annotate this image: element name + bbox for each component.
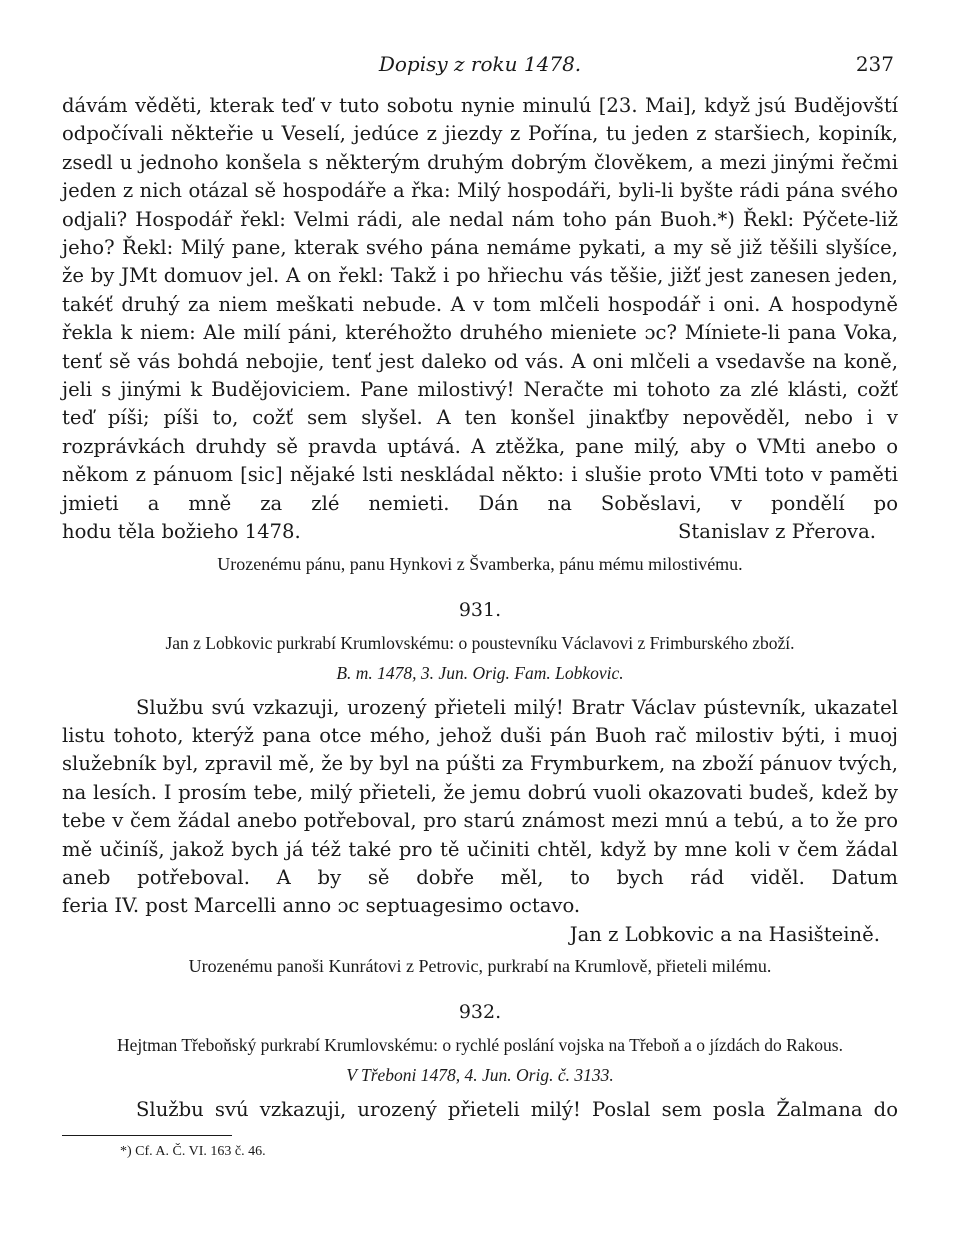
document-page	[62, 52, 898, 1160]
letter-931-source: B. m. 1478, 3. Jun. Orig. Fam. Lobkovic.	[336, 662, 624, 683]
letter-930-closing-line	[62, 518, 898, 546]
footnote-rule	[62, 1135, 232, 1136]
letter-931-body: Službu svú vzkazuji, urozený přieteli milý! Bratr Václav pústevník, ukazatel listu tohoto, kterýž pana otce mého, jehož duši pán Buoh rač milostiv býti, i muoj služebník byl, zpravil mě, že by byl na púšti za Frymburkem, na zboží pánuov tvých, na lesích. I prosím tebe, milý přieteli, že jemu dobrú vuoli okazovati budeš, kdež by tebe v čem žádal anebo potřeboval, pro starú známost mezi mnú a tebú, a to že pro mě učiníš, jakož bych já též také pro tě učiniti chtěl, když by mne koli v čem žádal aneb potřeboval. A by sě dobře měl, to bych rád viděl. Datum	[62, 695, 898, 889]
letter-931-date-line: feria IV. post Marcelli anno ɔc septuagesimo octavo.	[62, 894, 581, 918]
running-title: Dopisy z roku 1478.	[378, 52, 582, 76]
letter-930-date-line: hodu těla božieho 1478.	[62, 520, 301, 544]
running-header	[62, 52, 898, 92]
letter-930-body: dávám věděti, kterak teď v tuto sobotu nynie minulú [23. Mai], když jsú Budějovští odpočívali někteřie u Veselí, jedúce z jiezdy z Pořína, tu jeden z staršiech, kopiník, zsedl u jednoho konšela s některým druhým dobrým člověkem, a mezi jinými řečmi jeden z nich otázal sě hospodáře a řka: Milý hospodáři, byli-li byšte rádi pána svého odjali? Hospodář řekl: Velmi rádi, ale nedal nám toho pán Buoh.*) Řekl: Pýčete-liž jeho? Řekl: Milý pane, kterak svého pána nemáme pykati, a my sě již těšili slyšíce, že by JMt domuov jel. A on řekl: Takž i po hřiechu vás těšie, jižť jest zanesen jeden, takéť druhý za niem meškati nebude. A v tom mlčeli hospodář i oni. A hospodyně řekla k niem: Ale milí páni, kteréhožto druhého mieniete ɔc? Míniete-li pana Voka, tenť sě vás bohdá nebojie, tenť jest daleko od vás. A oni mlčeli a vsedavše na koně, jeli s jinými k Budějoviciem. Pane milostivý! Neračte mi tohoto za zlé klásti, cožť teď píši; píši to, cožť sem slyšel. A ten konšel jinakťby nepověděl, nebo i v rozprávkách druhdy sě pravda uptává. A ztěžka, pane milý, aby o VMti anebo o někom z pánuom [sic] nějaké lsti neskládal někto: i slušie proto VMti toto v paměti jmieti a mně za zlé nemieti. Dán na Soběslavi, v pondělí po	[62, 94, 898, 515]
letter-930-signature: Stanislav z Přerova.	[677, 520, 876, 544]
letter-931-signature: Jan z Lobkovic a na Hasišteině.	[569, 922, 880, 946]
letter-932-number: 932.	[458, 1001, 502, 1024]
footnote: *) Cf. A. Č. VI. 163 č. 46.	[120, 1143, 266, 1159]
letter-931-number: 931.	[458, 598, 502, 621]
letter-931-regest: Jan z Lobkovic purkrabí Krumlovskému: o poustevníku Václavovi z Frimburského zboží.	[165, 632, 795, 653]
letter-931-address: Urozenému panoši Kunrátovi z Petrovic, purkrabí na Krumlově, přieteli milému.	[188, 956, 772, 977]
letter-930-address: Urozenému pánu, panu Hynkovi z Švamberka, pánu mému milostivému.	[217, 553, 743, 574]
letter-932-body: Službu svú vzkazuji, urozený přieteli milý! Poslal sem posla Žalmana do	[136, 1098, 898, 1122]
letter-932-regest: Hejtman Třeboňský purkrabí Krumlovskému: o rychlé poslání vojska na Třeboň a o jízdách do Rakous.	[117, 1035, 843, 1056]
letter-932-source: V Třeboni 1478, 4. Jun. Orig. č. 3133.	[346, 1065, 614, 1086]
page-number: 237	[855, 52, 894, 76]
